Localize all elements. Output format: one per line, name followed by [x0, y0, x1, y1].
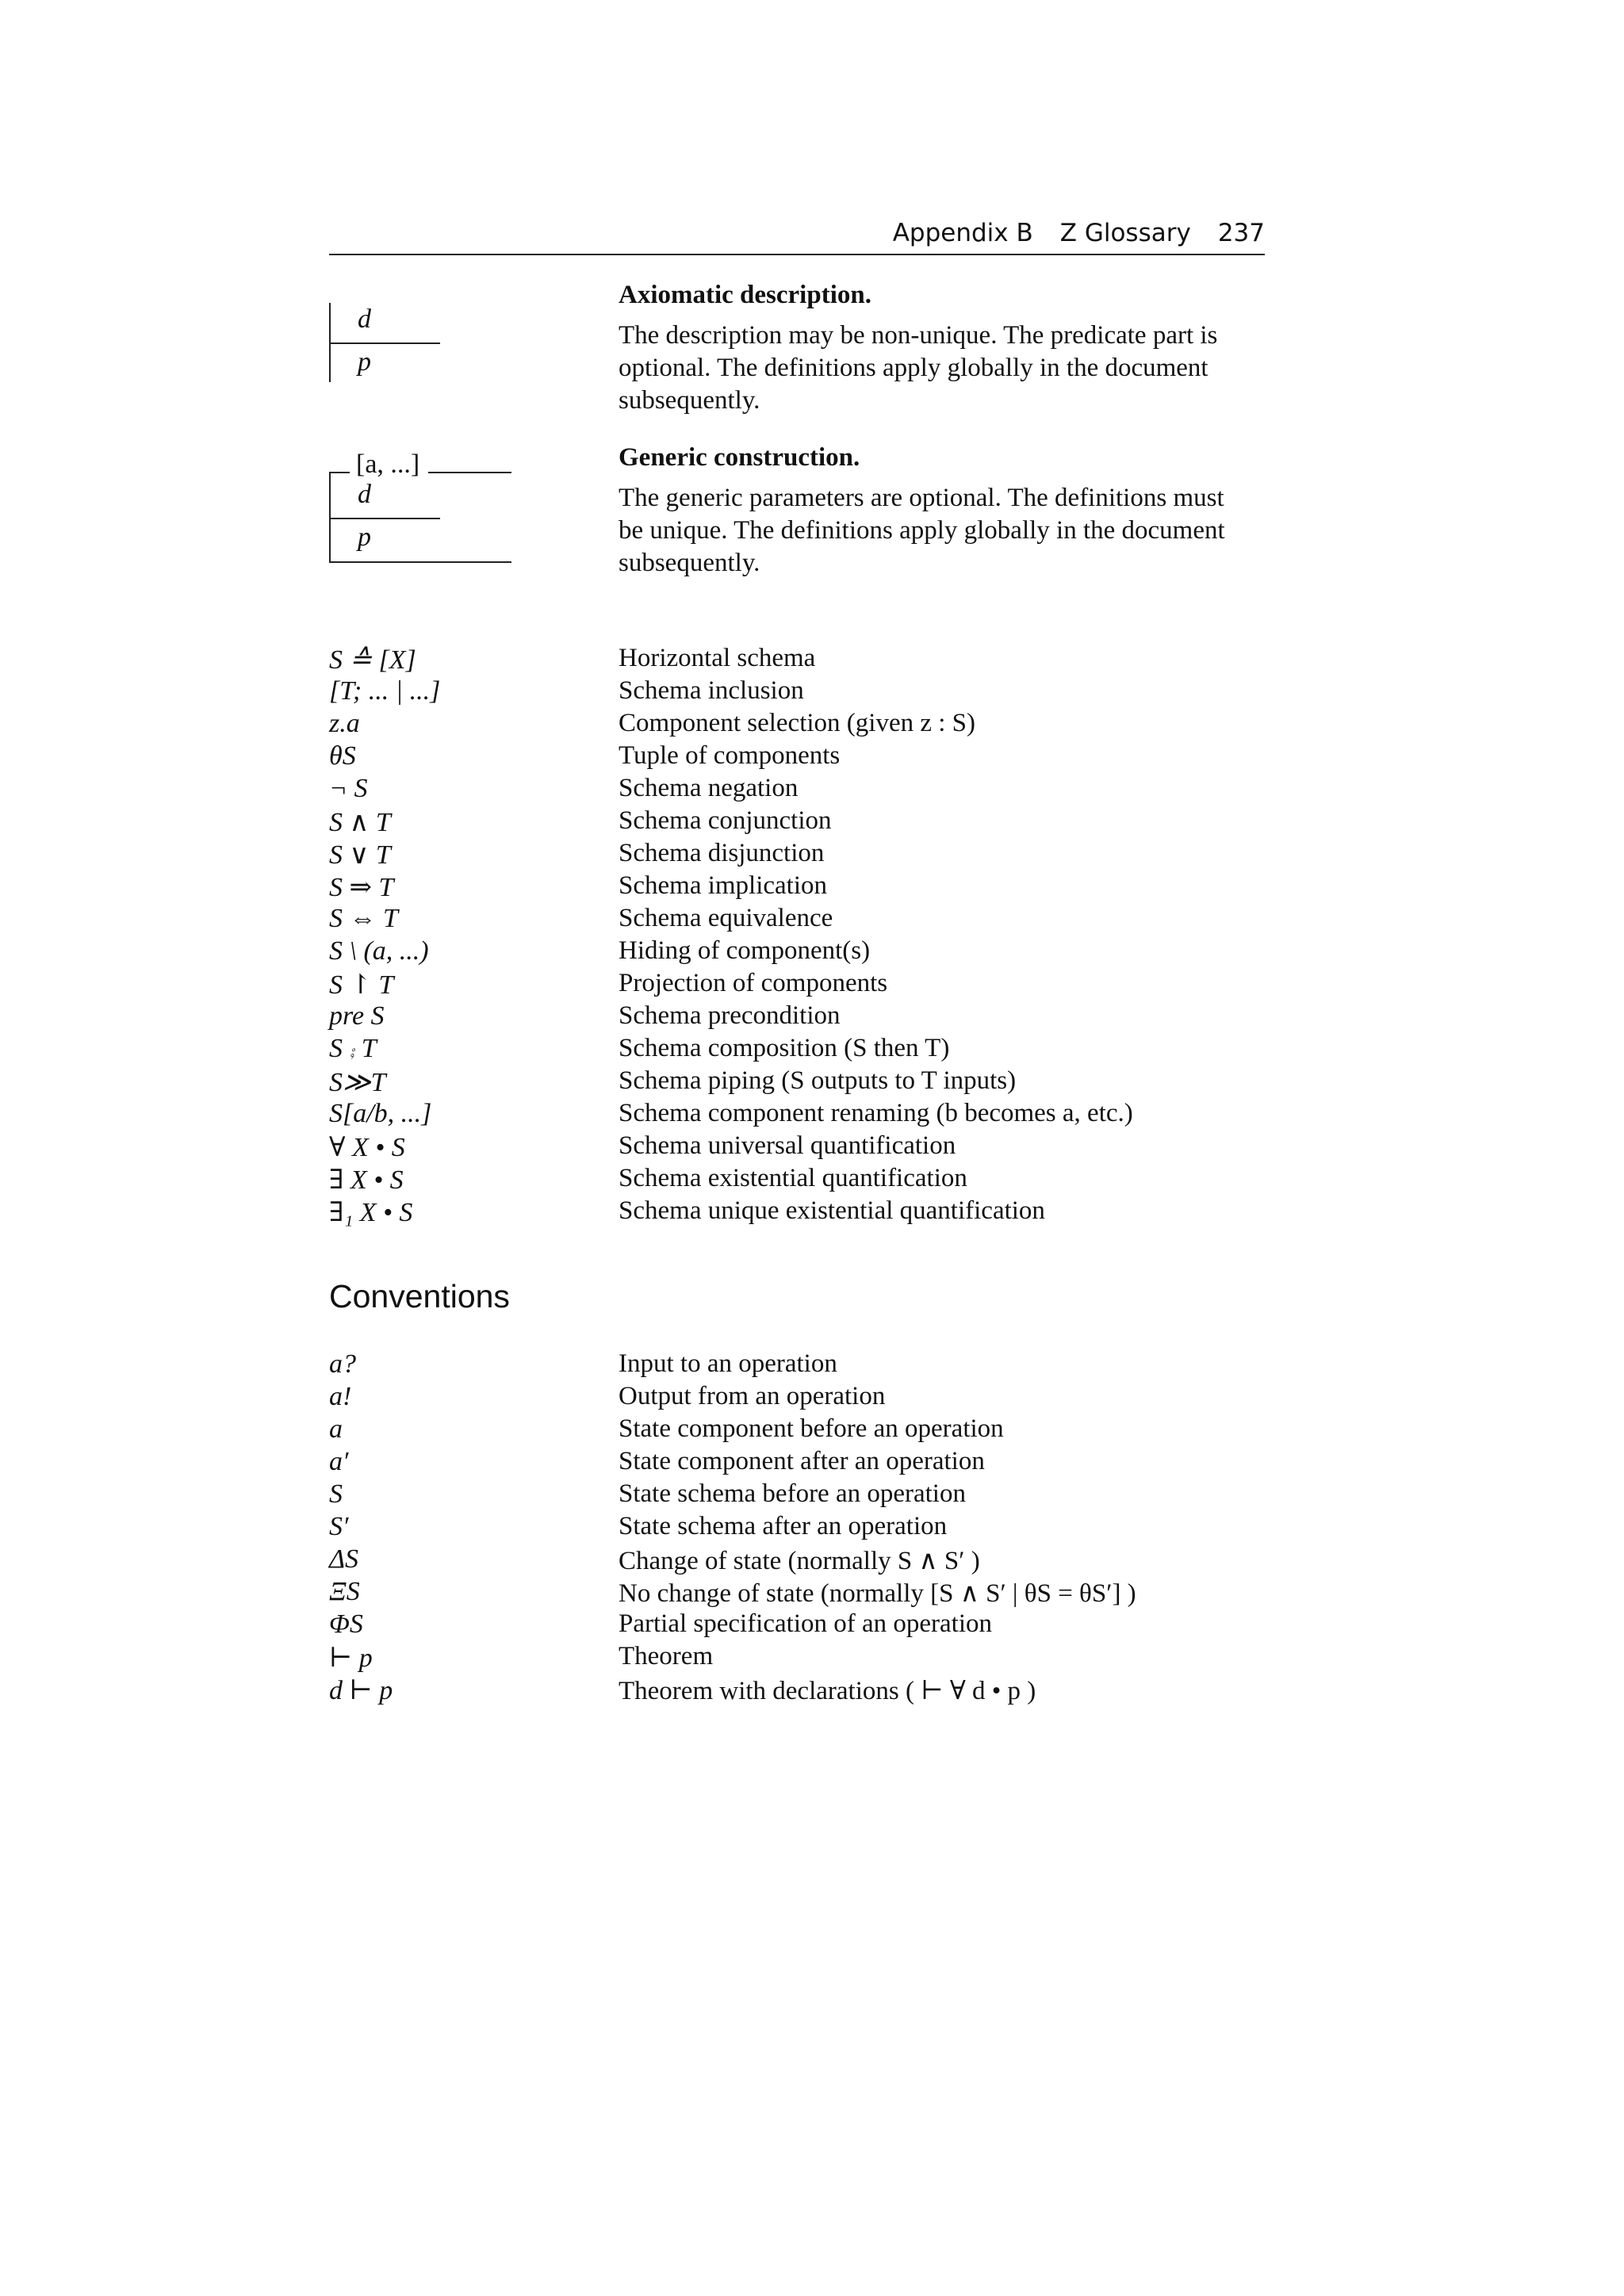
meaning: Schema inclusion: [619, 676, 804, 705]
axiomatic-description: [619, 279, 1253, 417]
generic-pred: p: [358, 522, 371, 552]
notation: a!: [329, 1382, 352, 1411]
list-item: [329, 1447, 1265, 1479]
meaning: Tuple of components: [619, 741, 841, 770]
notation: ΔS: [329, 1544, 358, 1574]
list-item: [329, 1164, 1265, 1196]
meaning: Hiding of component(s): [619, 936, 871, 965]
meaning: Schema negation: [619, 774, 799, 802]
list-item: [329, 1382, 1265, 1414]
meaning: State schema before an operation: [619, 1479, 966, 1508]
axiomatic-pred: p: [358, 347, 371, 377]
list-item: [329, 904, 1265, 936]
notation: ΦS: [329, 1609, 363, 1639]
notation: pre S: [329, 1001, 385, 1031]
notation: S ⇔ T: [329, 904, 398, 933]
meaning: Input to an operation: [619, 1349, 837, 1378]
list-item: [329, 1066, 1265, 1099]
notation: S \ (a, ...): [329, 936, 429, 966]
list-item: [329, 871, 1265, 904]
generic-title: Generic construction.: [619, 443, 860, 472]
list-item: [329, 1642, 1265, 1674]
generic-box: [329, 448, 511, 563]
list-item: [329, 1414, 1265, 1447]
meaning: Projection of components: [619, 969, 888, 997]
generic-text: The generic parameters are optional. The definitions must be unique. The definitions apply globally in the document subsequently.: [619, 484, 1225, 577]
list-item: [329, 806, 1265, 839]
notation: ∃₁ X • S: [329, 1198, 413, 1227]
notation: S: [329, 1479, 343, 1509]
notation: ¬ S: [329, 774, 368, 803]
list-item: [329, 936, 1265, 969]
list-item: [329, 1544, 1265, 1577]
axiomatic-title: Axiomatic description.: [619, 281, 871, 309]
meaning: State component before an operation: [619, 1414, 1004, 1443]
meaning: Schema precondition: [619, 1001, 841, 1030]
notation: S≫T: [329, 1068, 386, 1097]
list-item: [329, 969, 1265, 1001]
generic-params: [a, ...]: [356, 450, 420, 479]
axiomatic-text: The description may be non-unique. The predicate part is optional. The definitions apply globally in the document subsequently.: [619, 321, 1218, 415]
list-item: [329, 1001, 1265, 1034]
notation: S′: [329, 1512, 349, 1541]
list-item: [329, 839, 1265, 871]
notation: S[a/b, ...]: [329, 1099, 432, 1128]
axiomatic-box: [329, 303, 440, 382]
generic-decl: d: [358, 480, 371, 509]
list-item: [329, 1609, 1265, 1642]
list-item: [329, 1099, 1265, 1131]
meaning: Change of state (normally S ∧ S′ ): [619, 1547, 980, 1575]
notation: d ⊢ p: [329, 1676, 393, 1705]
notation: ⊢ p: [329, 1644, 373, 1673]
meaning: Schema piping (S outputs to T inputs): [619, 1066, 1017, 1095]
axiomatic-decl: d: [358, 304, 371, 334]
notation: S ↾ T: [329, 970, 394, 1000]
meaning: Horizontal schema: [619, 644, 816, 672]
meaning: Schema unique existential quantification: [619, 1196, 1045, 1225]
list-item: [329, 1034, 1265, 1066]
meaning: Schema conjunction: [619, 806, 832, 835]
meaning: Schema disjunction: [619, 839, 825, 867]
notation: a?: [329, 1349, 356, 1379]
notation: θS: [329, 741, 356, 771]
axiomatic-divider: [329, 342, 440, 344]
meaning: Partial specification of an operation: [619, 1609, 992, 1638]
meaning: Schema universal quantification: [619, 1131, 956, 1160]
generic-divider: [329, 518, 440, 519]
generic-top-left-line: [329, 472, 350, 473]
list-item: [329, 709, 1265, 741]
notation: S ≙ [X]: [329, 645, 416, 675]
list-item: [329, 1479, 1265, 1512]
list-item: [329, 774, 1265, 806]
generic-bottom-line: [329, 561, 511, 563]
list-item: [329, 1674, 1265, 1707]
meaning: Component selection (given z : S): [619, 709, 975, 737]
meaning: Theorem: [619, 1642, 714, 1670]
generic-description: [619, 442, 1253, 580]
meaning: Theorem with declarations ( ⊢ ∀ d • p ): [619, 1677, 1036, 1705]
meaning: Schema component renaming (b becomes a, etc.): [619, 1099, 1133, 1127]
meaning: Schema equivalence: [619, 904, 833, 932]
meaning: Output from an operation: [619, 1382, 886, 1410]
list-item: [329, 1512, 1265, 1544]
meaning: Schema implication: [619, 871, 828, 900]
running-header: [329, 214, 1265, 255]
notation: z.a: [329, 709, 360, 738]
meaning: Schema composition (S then T): [619, 1034, 950, 1062]
meaning: Schema existential quantification: [619, 1164, 967, 1192]
notation: ∀ X • S: [329, 1133, 405, 1162]
header-text: [866, 219, 1265, 247]
header-appendix: Appendix B: [892, 219, 1033, 247]
generic-top-right-line: [428, 472, 511, 473]
notation: S ⨾ T: [329, 1034, 377, 1063]
meaning: State component after an operation: [619, 1447, 985, 1475]
conventions-title: Conventions: [329, 1278, 510, 1314]
header-chapter: Z Glossary: [1059, 219, 1191, 247]
list-item: [329, 644, 1265, 676]
notation: S ⇒ T: [329, 873, 394, 902]
list-item: [329, 1131, 1265, 1164]
notation: S ∨ T: [329, 840, 391, 870]
meaning: State schema after an operation: [619, 1512, 948, 1540]
list-item: [329, 676, 1265, 709]
list-item: [329, 741, 1265, 774]
list-item: [329, 1196, 1265, 1229]
notation: [T; ... | ...]: [329, 676, 441, 706]
meaning: No change of state (normally [S ∧ S′ | θS = θS′] ): [619, 1579, 1136, 1608]
notation: a: [329, 1414, 343, 1444]
notation: a′: [329, 1447, 349, 1476]
notation: S ∧ T: [329, 808, 391, 837]
list-item: [329, 1349, 1265, 1382]
list-item: [329, 1577, 1265, 1609]
header-page-number: 237: [1217, 219, 1265, 247]
notation: ΞS: [329, 1577, 360, 1606]
notation: ∃ X • S: [329, 1165, 404, 1195]
